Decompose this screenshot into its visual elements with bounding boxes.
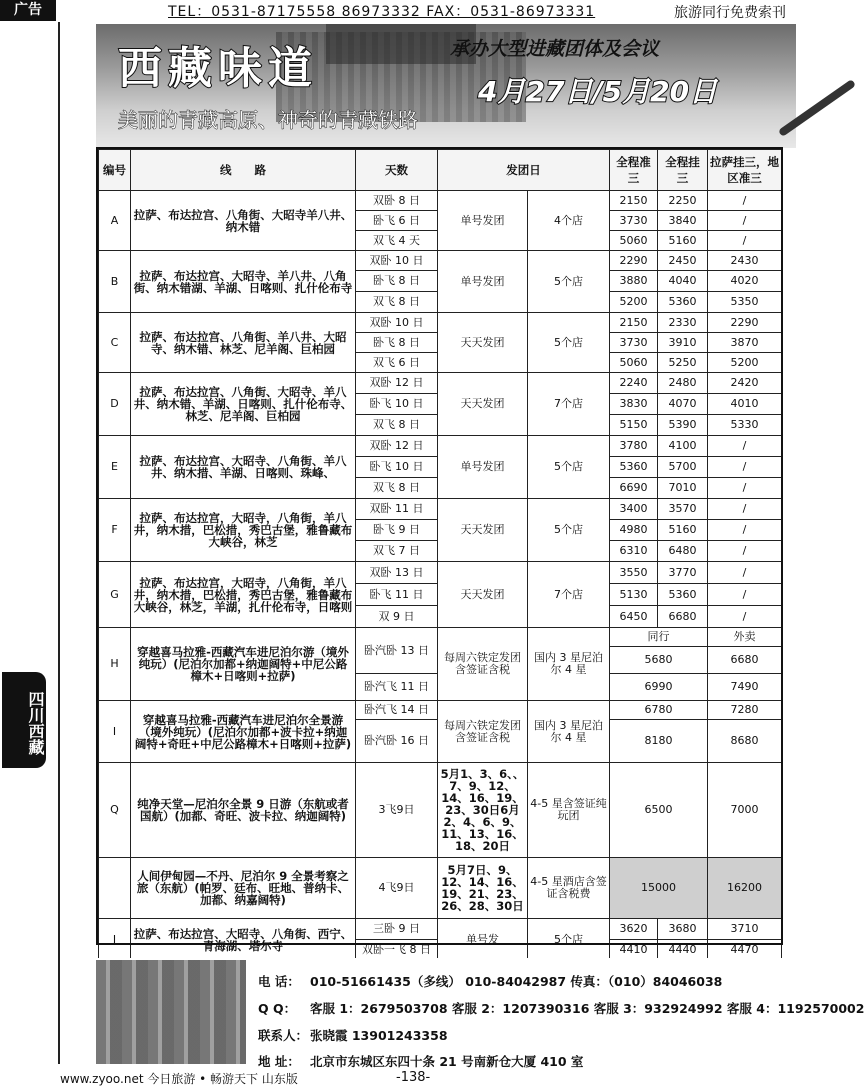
price-standard3: 3830 xyxy=(610,394,658,415)
price-lhasa: / xyxy=(708,211,782,231)
route-days: 3飞9日 xyxy=(356,763,438,858)
route-days: 双卧 12 日 xyxy=(356,373,438,394)
phone-value: 010-51661435（多线） 010-84042987 传真：（010）84046038 xyxy=(310,974,723,989)
route-days: 双卧一飞 8 日 xyxy=(356,940,438,961)
price-rated3: 3570 xyxy=(658,499,708,520)
table-row xyxy=(99,763,782,858)
hotel-standard: 国内 3 星尼泊尔 4 星 xyxy=(528,701,610,763)
route-code: I xyxy=(99,701,131,763)
price-standard3: 4410 xyxy=(610,940,658,961)
route-description: 拉萨、布达拉宫、大昭寺、八角街、西宁、青海湖、塔尔寺 xyxy=(131,919,356,961)
price-standard3: 5360 xyxy=(610,457,658,478)
route-description: 穿越喜马拉雅-西藏汽车进尼泊尔全景游（境外纯玩）(尼泊尔加都+波卡拉+纳迦阔特+奇旺+中尼公路樟木+日喀则+拉萨) xyxy=(131,701,356,763)
price-rated3: 2330 xyxy=(658,313,708,333)
price-rated3: 3770 xyxy=(658,562,708,584)
route-days: 双飞 6 日 xyxy=(356,353,438,373)
price-rated3: 4100 xyxy=(658,436,708,457)
price-lhasa: 5200 xyxy=(708,353,782,373)
price-rated3: 5160 xyxy=(658,520,708,541)
price-trade: 6990 xyxy=(610,674,708,701)
route-days: 卧汽飞 14 日 xyxy=(356,701,438,720)
table-row xyxy=(99,499,782,520)
price-standard3: 3730 xyxy=(610,333,658,353)
departure-schedule: 5月7日、9、12、14、16、19、21、23、26、28、30日 xyxy=(438,858,528,919)
free-copy-note: 旅游同行免费索刊 xyxy=(674,5,786,21)
route-days: 双卧 8 日 xyxy=(356,191,438,211)
route-description: 拉萨、布达拉宫、八角街、大昭寺、羊八井、纳木错、羊湖、日喀则、扎什伦布寺、林芝、尼羊阁、巨柏园 xyxy=(131,373,356,436)
route-days: 卧飞 11 日 xyxy=(356,584,438,606)
footer-address xyxy=(258,1052,583,1070)
price-standard3: 6690 xyxy=(610,478,658,499)
price-trade: 5680 xyxy=(610,647,708,674)
table-row xyxy=(99,562,782,584)
route-days: 双卧 10 日 xyxy=(356,251,438,271)
departure-schedule: 每周六铁定发团含签证含税 xyxy=(438,701,528,763)
footer-contact-person xyxy=(258,1026,448,1044)
departure-schedule: 单号发团 xyxy=(438,251,528,313)
qq-key: Q Q： xyxy=(258,1001,297,1016)
person-value: 张晓霞 13901243358 xyxy=(310,1028,448,1043)
route-code: B xyxy=(99,251,131,313)
price-rated3: 4070 xyxy=(658,394,708,415)
price-standard3: 6450 xyxy=(610,606,658,628)
price-rated3: 5250 xyxy=(658,353,708,373)
route-days: 卧飞 10 日 xyxy=(356,457,438,478)
route-code: J xyxy=(99,919,131,961)
price-retail: 8680 xyxy=(708,720,782,763)
route-days: 双飞 7 日 xyxy=(356,541,438,562)
route-code: F xyxy=(99,499,131,562)
route-days: 卧飞 8 日 xyxy=(356,333,438,353)
price-retail: 16200 xyxy=(708,858,782,919)
qq-value: 客服 1：2679503708 客服 2：1207390316 客服 3：932924992 客服 4：1192570002 xyxy=(310,1001,864,1016)
price-standard3: 3780 xyxy=(610,436,658,457)
price-label-trade: 同行 xyxy=(610,628,708,647)
price-lhasa: / xyxy=(708,562,782,584)
prayer-wheels-image xyxy=(96,960,246,1064)
route-code: D xyxy=(99,373,131,436)
departure-schedule: 天天发团 xyxy=(438,499,528,562)
price-lhasa: 2290 xyxy=(708,313,782,333)
route-days: 双飞 4 天 xyxy=(356,231,438,251)
price-trade: 6780 xyxy=(610,701,708,720)
route-description: 拉萨、布达拉宫，大昭寺，八角街，羊八井，纳木措，巴松措，秀巴古堡，雅鲁藏布大峡谷，林芝 xyxy=(131,499,356,562)
price-retail: 7000 xyxy=(708,763,782,858)
price-lhasa: 3870 xyxy=(708,333,782,353)
price-standard3: 3620 xyxy=(610,919,658,940)
price-standard3: 2240 xyxy=(610,373,658,394)
table-row xyxy=(99,919,782,940)
route-description: 拉萨、布达拉宫、大昭寺、八角街、羊八井、纳木措、羊湖、日喀则、珠峰、 xyxy=(131,436,356,499)
price-lhasa: 4470 xyxy=(708,940,782,961)
banner-subtitle: 美丽的青藏高原、神奇的青藏铁路 xyxy=(118,108,418,132)
price-rated3: 3680 xyxy=(658,919,708,940)
addr-value: 北京市东城区东四十条 21 号南新仓大厦 410 室 xyxy=(310,1054,584,1069)
price-trade: 8180 xyxy=(610,720,708,763)
price-rated3: 5360 xyxy=(658,584,708,606)
route-days: 卧飞 6 日 xyxy=(356,211,438,231)
price-standard3: 2290 xyxy=(610,251,658,271)
price-lhasa: / xyxy=(708,541,782,562)
price-rated3: 5390 xyxy=(658,415,708,436)
price-standard3: 3400 xyxy=(610,499,658,520)
price-standard3: 6310 xyxy=(610,541,658,562)
pen-image xyxy=(778,79,856,137)
price-lhasa: 4020 xyxy=(708,271,782,292)
price-rated3: 7010 xyxy=(658,478,708,499)
departure-schedule: 单号发 xyxy=(438,919,528,961)
price-lhasa: / xyxy=(708,436,782,457)
route-days: 卧飞 8 日 xyxy=(356,271,438,292)
banner-slogan: 承办大型进藏团体及会议 xyxy=(450,38,660,60)
table-row xyxy=(99,628,782,647)
route-description: 纯净天堂—尼泊尔全景 9 日游（东航或者国航）(加都、奇旺、波卡拉、纳迦阔特) xyxy=(131,763,356,858)
table-row xyxy=(99,313,782,333)
shop-count: 5个店 xyxy=(528,313,610,373)
price-standard3: 5150 xyxy=(610,415,658,436)
site-footer: www.zyoo.net 今日旅游 • 畅游天下 山东版 xyxy=(60,1072,298,1086)
shop-count: 5个店 xyxy=(528,499,610,562)
departure-schedule: 单号发团 xyxy=(438,191,528,251)
price-lhasa: / xyxy=(708,520,782,541)
route-days: 双 9 日 xyxy=(356,606,438,628)
departure-schedule: 5月1、3、6、、7、9、12、14、16、19、23、30日6月2、4、6、9、11、13、16、18、20日 xyxy=(438,763,528,858)
shop-count: 5个店 xyxy=(528,436,610,499)
price-lhasa: / xyxy=(708,606,782,628)
price-retail: 6680 xyxy=(708,647,782,674)
region-side-tab: 四川西藏 xyxy=(2,672,46,768)
route-code: A xyxy=(99,191,131,251)
price-rated3: 4440 xyxy=(658,940,708,961)
route-days: 三卧 9 日 xyxy=(356,919,438,940)
price-label-retail: 外卖 xyxy=(708,628,782,647)
price-lhasa: / xyxy=(708,231,782,251)
price-standard3: 2150 xyxy=(610,313,658,333)
hotel-standard: 4-5 星含签证纯玩团 xyxy=(528,763,610,858)
route-description: 拉萨、布达拉宫，大昭寺，八角街，羊八井，纳木措，巴松措，秀巴古堡，雅鲁藏布大峡谷，林芝，羊湖，扎什伦布寺，日喀则 xyxy=(131,562,356,628)
addr-key: 地 址： xyxy=(258,1054,300,1069)
table-row xyxy=(99,701,782,720)
price-standard3: 5060 xyxy=(610,353,658,373)
table-row xyxy=(99,373,782,394)
price-rated3: 6480 xyxy=(658,541,708,562)
banner-dates: 4月27日/5月20日 xyxy=(478,75,718,108)
price-lhasa: / xyxy=(708,499,782,520)
departure-schedule: 每周六铁定发团含签证含税 xyxy=(438,628,528,701)
route-code: G xyxy=(99,562,131,628)
hotel-standard: 国内 3 星尼泊尔 4 星 xyxy=(528,628,610,701)
price-standard3: 5060 xyxy=(610,231,658,251)
price-rated3: 2450 xyxy=(658,251,708,271)
route-days: 卧飞 10 日 xyxy=(356,394,438,415)
price-retail: 7490 xyxy=(708,674,782,701)
price-lhasa: / xyxy=(708,584,782,606)
route-code xyxy=(99,858,131,919)
header-code: 编号 xyxy=(99,150,131,191)
route-days: 卧汽卧 16 日 xyxy=(356,720,438,763)
price-rated3: 2250 xyxy=(658,191,708,211)
route-days: 双卧 12 日 xyxy=(356,436,438,457)
price-retail: 7280 xyxy=(708,701,782,720)
footer-phone xyxy=(258,972,722,990)
route-days: 双飞 8 日 xyxy=(356,478,438,499)
price-rated3: 6680 xyxy=(658,606,708,628)
price-rated3: 4040 xyxy=(658,271,708,292)
footer-qq xyxy=(258,999,864,1017)
shop-count: 5个店 xyxy=(528,251,610,313)
page-number: -138- xyxy=(396,1070,431,1085)
route-days: 卧飞 9 日 xyxy=(356,520,438,541)
price-lhasa: 4010 xyxy=(708,394,782,415)
route-code: C xyxy=(99,313,131,373)
price-rated3: 5360 xyxy=(658,292,708,313)
hotel-standard: 4-5 星酒店含签证含税费 xyxy=(528,858,610,919)
departure-schedule: 天天发团 xyxy=(438,313,528,373)
price-lhasa: / xyxy=(708,191,782,211)
price-standard3: 3880 xyxy=(610,271,658,292)
banner-title: 西藏味道 xyxy=(118,43,318,94)
shop-count: 7个店 xyxy=(528,373,610,436)
route-days: 卧汽飞 11 日 xyxy=(356,674,438,701)
route-code: Q xyxy=(99,763,131,858)
ad-label: 广告 xyxy=(0,0,56,21)
price-trade: 15000 xyxy=(610,858,708,919)
route-days: 4飞9日 xyxy=(356,858,438,919)
price-rated3: 2480 xyxy=(658,373,708,394)
price-lhasa: 5350 xyxy=(708,292,782,313)
price-standard3: 3730 xyxy=(610,211,658,231)
table-row xyxy=(99,858,782,919)
price-lhasa: 5330 xyxy=(708,415,782,436)
route-days: 双卧 11 日 xyxy=(356,499,438,520)
route-days: 双飞 8 日 xyxy=(356,415,438,436)
price-trade: 6500 xyxy=(610,763,708,858)
price-standard3: 2150 xyxy=(610,191,658,211)
header-price-lhasa: 拉萨挂三，地区准三 xyxy=(708,150,782,191)
top-contact: TEL：0531-87175558 86973332 FAX：0531-86973331 xyxy=(168,4,596,20)
price-standard3: 5130 xyxy=(610,584,658,606)
price-lhasa: 2430 xyxy=(708,251,782,271)
route-days: 双飞 8 日 xyxy=(356,292,438,313)
price-lhasa: 2420 xyxy=(708,373,782,394)
header-days: 天数 xyxy=(356,150,438,191)
table-row xyxy=(99,436,782,457)
route-days: 卧汽卧 13 日 xyxy=(356,628,438,674)
price-standard3: 3550 xyxy=(610,562,658,584)
route-description: 穿越喜马拉雅-西藏汽车进尼泊尔游（境外纯玩）(尼泊尔加都+纳迦阔特+中尼公路樟木+日喀则+拉萨) xyxy=(131,628,356,701)
header-price-standard3: 全程准三 xyxy=(610,150,658,191)
price-standard3: 5200 xyxy=(610,292,658,313)
route-price-table xyxy=(98,149,782,961)
phone-key: 电 话： xyxy=(258,974,300,989)
shop-count: 4个店 xyxy=(528,191,610,251)
table-row xyxy=(99,191,782,211)
route-code: E xyxy=(99,436,131,499)
departure-schedule: 天天发团 xyxy=(438,373,528,436)
price-rated3: 5160 xyxy=(658,231,708,251)
header-departure: 发团日 xyxy=(438,150,610,191)
route-description: 人间伊甸园—不丹、尼泊尔 9 全景考察之旅（东航）(帕罗、廷布、旺地、普纳卡、加都、纳嘉阔特) xyxy=(131,858,356,919)
price-rated3: 3840 xyxy=(658,211,708,231)
shop-count: 7个店 xyxy=(528,562,610,628)
route-days: 双卧 10 日 xyxy=(356,313,438,333)
price-standard3: 4980 xyxy=(610,520,658,541)
route-days: 双卧 13 日 xyxy=(356,562,438,584)
route-description: 拉萨、布达拉宫、大昭寺、羊八井、八角街、纳木错湖、羊湖、日喀则、扎什伦布寺 xyxy=(131,251,356,313)
header-price-rated3: 全程挂三 xyxy=(658,150,708,191)
price-lhasa: / xyxy=(708,457,782,478)
shop-count: 5个店 xyxy=(528,919,610,961)
price-lhasa: 3710 xyxy=(708,919,782,940)
price-lhasa: / xyxy=(708,478,782,499)
person-key: 联系人： xyxy=(258,1028,309,1043)
route-description: 拉萨、布达拉宫、八角街、羊八井、大昭寺、纳木错、林芝、尼羊阁、巨柏园 xyxy=(131,313,356,373)
price-rated3: 3910 xyxy=(658,333,708,353)
table-row xyxy=(99,251,782,271)
route-code: H xyxy=(99,628,131,701)
price-rated3: 5700 xyxy=(658,457,708,478)
departure-schedule: 单号发团 xyxy=(438,436,528,499)
top-bar xyxy=(0,0,800,22)
table-header-row xyxy=(99,150,782,191)
departure-schedule: 天天发团 xyxy=(438,562,528,628)
header-route: 线 路 xyxy=(131,150,356,191)
route-description: 拉萨、布达拉宫、八角街、大昭寺羊八井、纳木错 xyxy=(131,191,356,251)
